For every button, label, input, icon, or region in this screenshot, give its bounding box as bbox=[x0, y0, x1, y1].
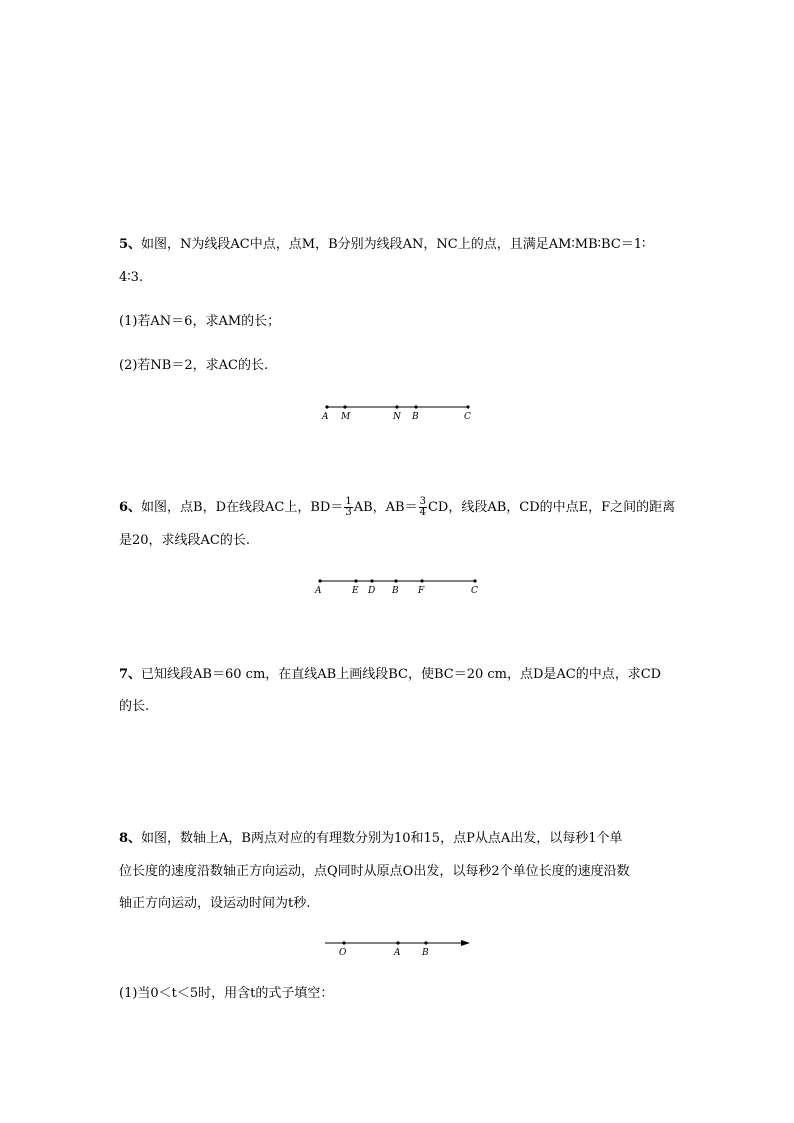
q8-line-1 bbox=[119, 829, 622, 849]
q8-point-b bbox=[424, 941, 427, 944]
q5-line-1 bbox=[119, 235, 645, 255]
q6-point-d bbox=[370, 579, 373, 582]
q5-point-b bbox=[414, 405, 417, 408]
q6-fraction-2-numerator: 3 bbox=[419, 496, 426, 507]
q6-fraction-1 bbox=[344, 497, 352, 518]
q6-line-2: 是20，求线段AC的长. bbox=[119, 533, 251, 548]
q8-point-a bbox=[396, 941, 399, 944]
q6-line-1 bbox=[119, 496, 675, 520]
q5-point-c bbox=[466, 405, 469, 408]
q7-text-1: 已知线段AB＝60 cm，在直线AB上画线段BC，使BC＝20 cm，点D是AC的中点，求CD bbox=[141, 667, 662, 682]
q7-line-2: 的长. bbox=[119, 699, 150, 714]
q6-fraction-1-numerator: 1 bbox=[345, 496, 352, 507]
q8-number: 8、 bbox=[119, 831, 142, 846]
q6-point-b bbox=[394, 579, 397, 582]
q6-text-3: CD，线段AB，CD的中点E，F之间的距离 bbox=[427, 500, 676, 515]
q5-label-a: A bbox=[322, 412, 329, 422]
q5-label-c: C bbox=[464, 412, 471, 422]
q8-axis-arrow bbox=[461, 940, 470, 946]
q6-number: 6、 bbox=[119, 500, 142, 515]
q6-point-e bbox=[354, 579, 357, 582]
q5-point-a bbox=[325, 405, 328, 408]
q8-number-line-figure bbox=[322, 936, 474, 960]
q5-label-n: N bbox=[393, 412, 401, 422]
q6-segment-figure bbox=[315, 574, 485, 598]
q8-text-1: 如图，数轴上A，B两点对应的有理数分别为10和15，点P从点A出发，以每秒1个单 bbox=[141, 831, 623, 846]
q7-line-1 bbox=[119, 665, 661, 685]
q6-label-e: E bbox=[352, 586, 359, 596]
q8-line-3: 轴正方向运动，设运动时间为t秒. bbox=[119, 896, 311, 911]
q6-point-a bbox=[318, 579, 321, 582]
q6-label-c: C bbox=[471, 586, 478, 596]
q6-fraction-1-denominator: 3 bbox=[345, 507, 352, 518]
q5-subquestion-1: (1)若AN＝6，求AM的长； bbox=[119, 314, 281, 329]
q5-line-2: 4∶3. bbox=[119, 270, 144, 285]
q6-point-c bbox=[473, 579, 476, 582]
q8-subquestion-1: (1)当0＜t＜5时，用含t的式子填空： bbox=[119, 986, 334, 1001]
q8-line-2: 位长度的速度沿数轴正方向运动，点Q同时从原点O出发，以每秒2个单位长度的速度沿数 bbox=[119, 864, 630, 879]
q5-segment-figure bbox=[320, 400, 480, 424]
q6-text-2: AB，AB＝ bbox=[353, 500, 418, 515]
q5-text-1: 如图，N为线段AC中点，点M，B分别为线段AN，NC上的点，且满足AM∶MB∶BC＝1∶ bbox=[141, 237, 646, 252]
q8-point-o bbox=[342, 941, 345, 944]
q8-label-a: A bbox=[394, 948, 401, 958]
q5-point-m bbox=[343, 405, 346, 408]
q6-fraction-2 bbox=[419, 497, 427, 518]
q7-number: 7、 bbox=[119, 667, 142, 682]
q5-point-n bbox=[395, 405, 398, 408]
q6-label-f: F bbox=[418, 586, 425, 596]
q5-number: 5、 bbox=[119, 237, 142, 252]
q5-subquestion-2: (2)若NB＝2，求AC的长. bbox=[119, 358, 269, 373]
q6-point-f bbox=[420, 579, 423, 582]
q6-label-b: B bbox=[392, 586, 399, 596]
q8-label-b: B bbox=[422, 948, 429, 958]
q5-label-m: M bbox=[341, 412, 351, 422]
q6-fraction-2-denominator: 4 bbox=[419, 507, 426, 518]
q6-label-a: A bbox=[315, 586, 322, 596]
q5-label-b: B bbox=[412, 412, 419, 422]
q6-label-d: D bbox=[368, 586, 376, 596]
q8-label-o: O bbox=[339, 948, 347, 958]
q6-text-1: 如图，点B，D在线段AC上，BD＝ bbox=[141, 500, 344, 515]
